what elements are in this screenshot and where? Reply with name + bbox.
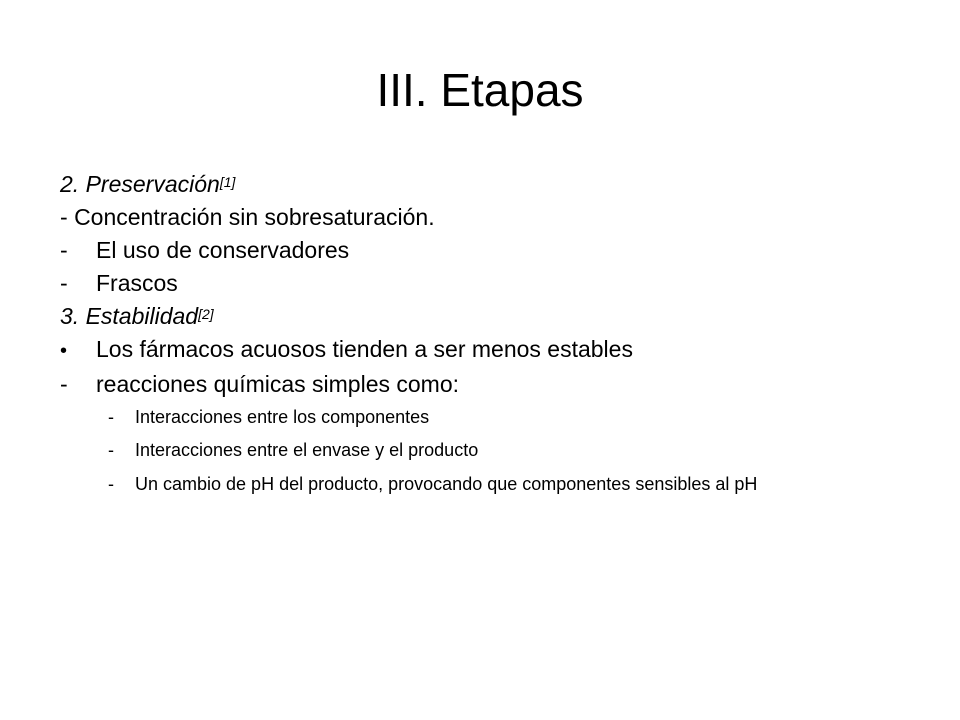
slide-body xyxy=(60,168,905,495)
sub-list-item-text: Interacciones entre el envase y el producto xyxy=(135,440,479,460)
list-item xyxy=(60,201,905,234)
list-item xyxy=(60,333,905,368)
dash-marker: - xyxy=(108,407,114,427)
list-item xyxy=(60,267,905,300)
dash-marker: - xyxy=(108,474,114,494)
sub-list-item xyxy=(60,434,905,467)
list-item-text: Concentración sin sobresaturación. xyxy=(74,204,435,230)
list-item-text: El uso de conservadores xyxy=(96,237,350,263)
sub-list-item-text: Interacciones entre los componentes xyxy=(135,407,430,427)
reference-marker: [2] xyxy=(198,306,214,322)
sub-list-item-text: Un cambio de pH del producto, provocando que componentes sensibles al pH xyxy=(135,474,758,494)
sub-list-item xyxy=(60,467,905,495)
list-item-text: Frascos xyxy=(96,270,178,296)
dash-marker: - xyxy=(108,440,114,460)
dash-marker: - xyxy=(60,371,68,397)
list-item xyxy=(60,368,905,401)
list-item-text: Los fármacos acuosos tienden a ser menos estables xyxy=(96,336,633,362)
section-heading-label: 3. Estabilidad xyxy=(60,303,199,329)
dash-marker: - xyxy=(60,204,68,230)
reference-marker: [1] xyxy=(219,174,236,190)
section-heading-preservation xyxy=(60,168,905,201)
list-item xyxy=(60,234,905,267)
section-heading-label: 2. Preservación xyxy=(60,171,220,197)
dash-marker: - xyxy=(60,237,68,263)
sub-list-item xyxy=(60,401,905,434)
list-item-text: reacciones químicas simples como: xyxy=(96,371,460,397)
bullet-icon: • xyxy=(60,340,68,362)
dash-marker: - xyxy=(60,270,68,296)
slide-title: III. Etapas xyxy=(376,64,584,116)
section-heading-stability xyxy=(60,300,905,333)
